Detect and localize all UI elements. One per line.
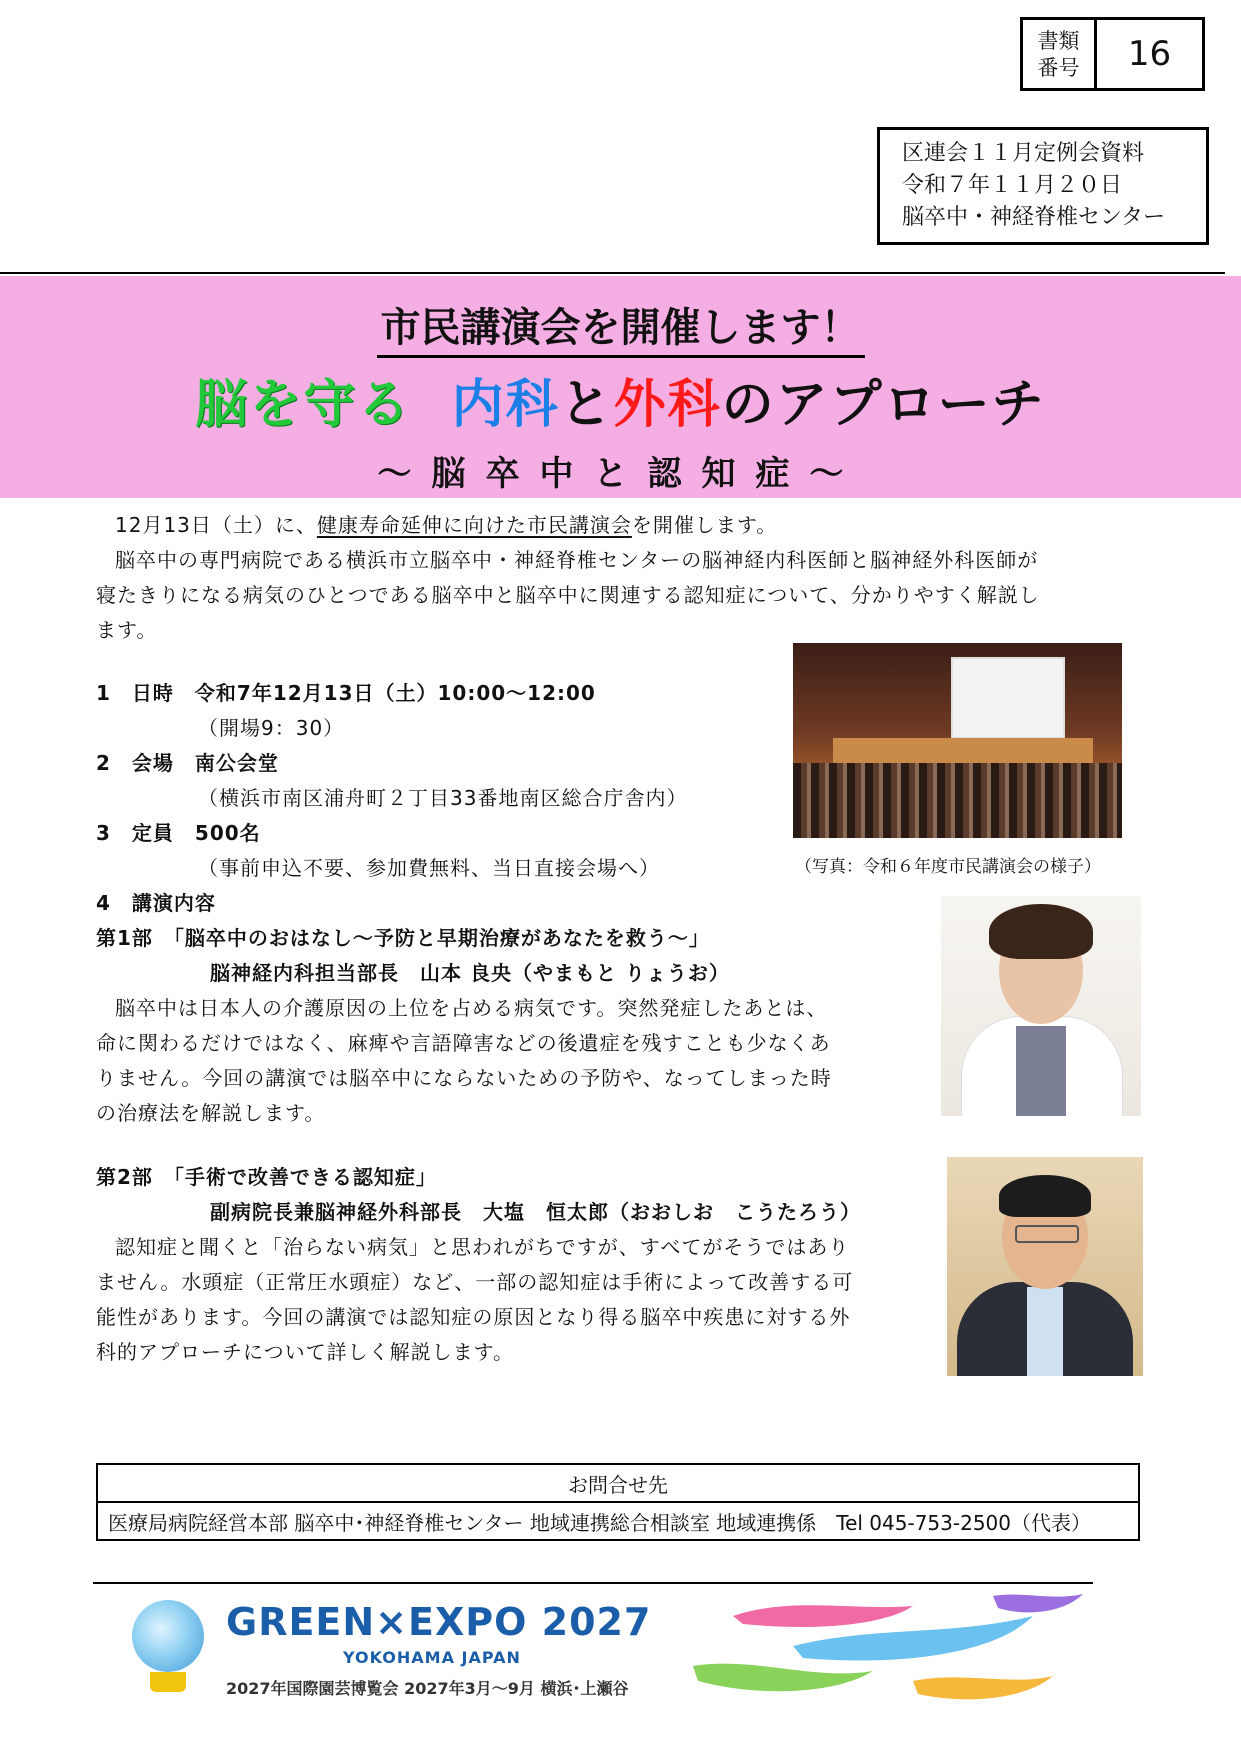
expo-subtitle: YOKOHAMA JAPAN: [343, 1648, 521, 1667]
detail-capacity: 3 定員 500名: [96, 821, 261, 845]
title-red-part: 外科: [613, 375, 722, 435]
part2-text-line: 科的アプローチについて詳しく解説します。: [96, 1340, 514, 1364]
part2-speaker: 副病院長兼脳神経外科部長 大塩 恒太郎（おおしお こうたろう）: [210, 1200, 861, 1224]
speaker1-portrait: [941, 896, 1141, 1116]
divider: [93, 1582, 1093, 1584]
hair: [989, 904, 1093, 959]
stage: [833, 738, 1093, 766]
detail-doors-open: （開場9：30）: [198, 716, 345, 740]
expo-mascot-icon: [132, 1600, 204, 1672]
meeting-info-line: 区連会１１月定例会資料: [902, 141, 1145, 166]
intro-paragraph-4: ます。: [96, 618, 158, 642]
audience: [793, 763, 1122, 838]
title-green-part: 脳を守る: [195, 375, 412, 435]
doc-label-line2: 番号: [1037, 56, 1080, 80]
meeting-info-box: [877, 127, 1209, 245]
meeting-date-line: 令和７年１１月２０日: [902, 173, 1123, 198]
divider: [0, 272, 1225, 274]
hair: [999, 1175, 1091, 1217]
part1-title: 第1部 「脳卒中のおはなし～予防と早期治療があなたを救う～」: [96, 926, 710, 950]
detail-program-heading: 4 講演内容: [96, 891, 216, 915]
intro-paragraph-1: [115, 508, 1165, 543]
intro-paragraph-3: 寝たきりになる病気のひとつである脳卒中と脳卒中に関連する認知症について、分かりやすく解説し: [96, 583, 1040, 607]
issuer-line: 脳卒中・神経脊椎センター: [902, 205, 1166, 230]
part2-text-line: 能性があります。今回の講演では認知症の原因となり得る脳卒中疾患に対する外: [96, 1305, 851, 1329]
part1-text-line: りません。今回の講演では脳卒中にならないための予防や、なってしまった時: [96, 1066, 832, 1090]
banner-headline: [0, 296, 1241, 353]
contact-details: 医療局病院経営本部 脳卒中･神経脊椎センター 地域連携総合相談室 地域連携係 Tel 045-753-2500（代表）: [97, 1502, 1139, 1540]
intro-text-end: を開催します。: [631, 513, 778, 537]
glasses-icon: [1015, 1225, 1079, 1243]
title-blue-part: 内科: [451, 375, 560, 435]
photo-caption: （写真：令和６年度市民講演会の様子）: [795, 857, 1101, 877]
banner-subtitle: ～脳卒中と認知症～: [377, 454, 864, 494]
intro-paragraph-2: 脳卒中の専門病院である横浜市立脳卒中・神経脊椎センターの脳神経内科医師と脳神経外科医師が: [115, 548, 1039, 572]
banner-headline-text: 市民講演会を開催します！: [377, 305, 865, 358]
speaker2-portrait: [947, 1157, 1143, 1376]
part2-title: 第2部 「手術で改善できる認知症」: [96, 1165, 437, 1189]
part1-text-line: 命に関わるだけではなく、麻痺や言語障害などの後遺症を残すことも少なくあ: [96, 1031, 831, 1055]
banner-title: [0, 362, 1241, 437]
shirt: [1016, 1026, 1066, 1116]
lecture-hall-photo: [793, 643, 1122, 838]
decor-wave-icon: [733, 1605, 913, 1627]
decor-wave-icon: [693, 1664, 873, 1692]
detail-venue: 2 会場 南公会堂: [96, 751, 279, 775]
title-end-part: のアプローチ: [721, 375, 1046, 435]
expo-dates: 2027年国際園芸博覧会 2027年3月～9月 横浜･上瀬谷: [226, 1679, 629, 1698]
detail-datetime: 1 日時 令和7年12月13日（土）10:00～12:00: [96, 681, 596, 705]
projector-screen: [951, 657, 1065, 739]
title-mid-part: と: [559, 375, 614, 435]
intro-underlined-text: 健康寿命延伸に向けた市民講演会: [316, 513, 632, 537]
document-number-value: 16: [1127, 34, 1172, 74]
detail-admission: （事前申込不要、参加費無料、当日直接会場へ）: [198, 856, 660, 880]
decor-wave-icon: [913, 1676, 1053, 1699]
part2-text-line: ません。水頭症（正常圧水頭症）など、一部の認知症は手術によって改善する可: [96, 1270, 854, 1294]
document-number-box: [1020, 17, 1205, 91]
contact-header: お問合せ先: [97, 1464, 1139, 1502]
mascot-stand-icon: [150, 1672, 186, 1692]
intro-text: 12月13日（土）に、: [115, 513, 317, 537]
part1-speaker: 脳神経内科担当部長 山本 良央（やまもと りょうお）: [210, 961, 730, 985]
document-number-label: [1023, 20, 1097, 88]
contact-table: [96, 1463, 1140, 1541]
detail-address: （横浜市南区浦舟町２丁目33番地南区総合庁舎内）: [198, 786, 688, 810]
part1-text-line: 脳卒中は日本人の介護原因の上位を占める病気です。突然発症したあとは、: [115, 996, 828, 1020]
part1-text-line: の治療法を解説します。: [96, 1101, 326, 1125]
shirt-tie: [1027, 1287, 1063, 1376]
decor-wave-icon: [993, 1594, 1083, 1612]
expo-title: GREEN×EXPO 2027: [226, 1600, 652, 1644]
part2-text-line: 認知症と聞くと「治らない病気」と思われがちですが、すべてがそうではあり: [115, 1235, 850, 1259]
doc-label-line1: 書類: [1037, 29, 1080, 53]
